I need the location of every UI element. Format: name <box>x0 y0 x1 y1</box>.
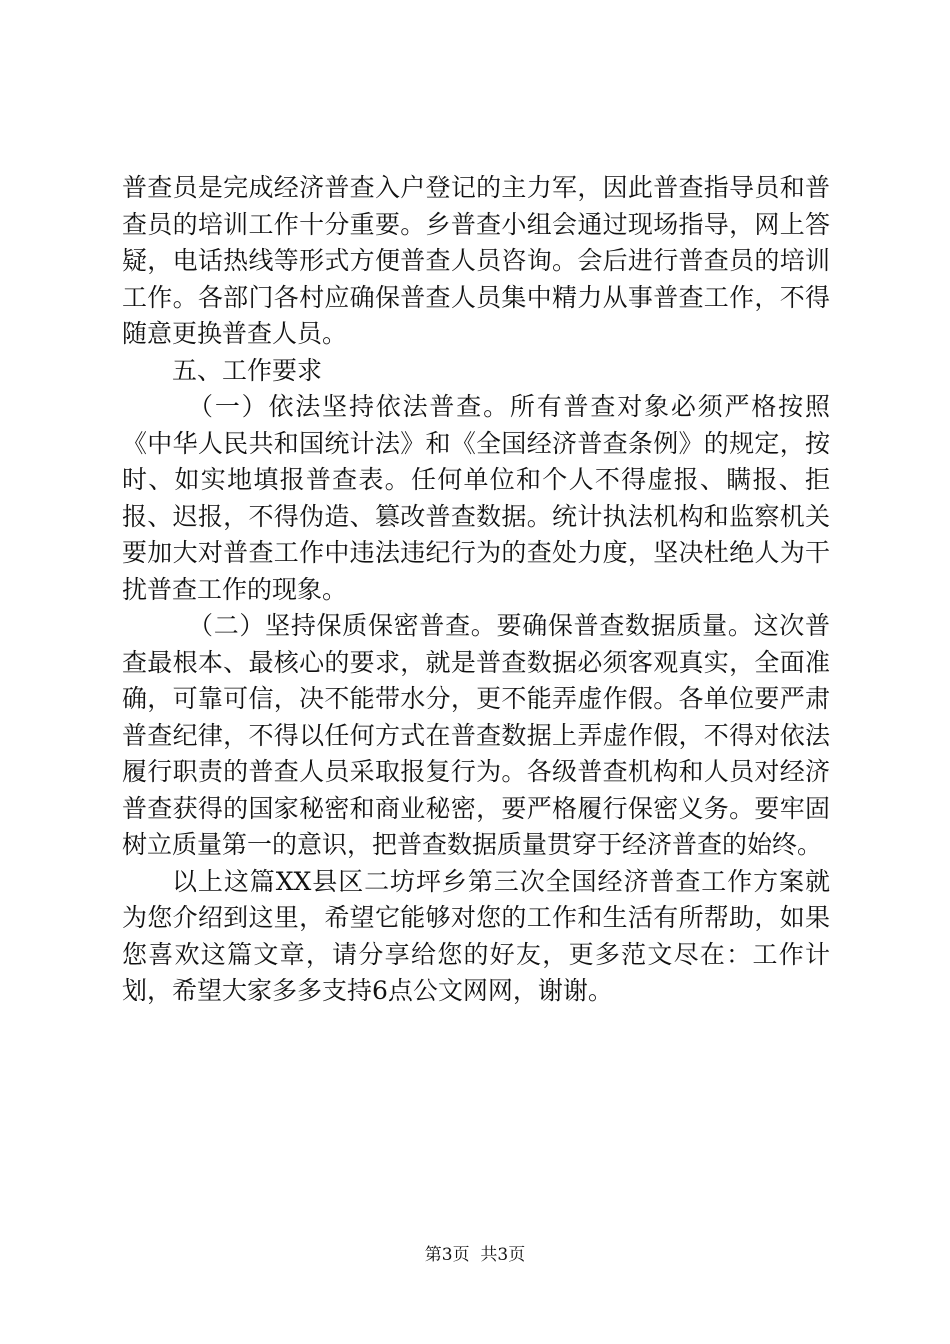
page-number: 第3页 共3页 <box>424 1245 526 1265</box>
section-heading-work-requirements: 五、工作要求 <box>172 355 323 385</box>
paragraph-requirement-1: （一）依法坚持依法普查。所有普查对象必须严格按照《中华人民共和国统计法》和《全国经济普查条例》的规定，按时、如实地填报普查表。任何单位和个人不得虚报、瞒报、拒报、迟报，不得伪造、篡改普查数据。统计执法机构和监察机关要加大对普查工作中违法违纪行为的查处力度，坚决杜绝人为干扰普查工作的现象。 <box>122 392 830 604</box>
paragraph-requirement-2: （二）坚持保质保密普查。要确保普查数据质量。这次普查最根本、最核心的要求，就是普查数据必须客观真实，全面准确，可靠可信，决不能带水分，更不能弄虚作假。各单位要严肃普查纪律，不得以任何方式在普查数据上弄虚作假，不得对依法履行职责的普查人员采取报复行为。各级普查机构和人员对经济普查获得的国家秘密和商业秘密，要严格履行保密义务。要牢固树立质量第一的意识，把普查数据质量贯穿于经济普查的始终。 <box>122 611 830 859</box>
page-footer <box>0 1243 950 1267</box>
paragraph-training: 普查员是完成经济普查入户登记的主力军，因此普查指导员和普查员的培训工作十分重要。乡普查小组会通过现场指导，网上答疑，电话热线等形式方便普查人员咨询。会后进行普查员的培训工作。各部门各村应确保普查人员集中精力从事普查工作，不得随意更换普查人员。 <box>122 173 830 348</box>
paragraph-closing: 以上这篇XX县区二坊坪乡第三次全国经济普查工作方案就为您介绍到这里，希望它能够对您的工作和生活有所帮助，如果您喜欢这篇文章，请分享给您的好友，更多范文尽在：工作计划，希望大家多多支持6点公文网网，谢谢。 <box>122 866 830 1005</box>
document-body <box>122 170 830 1010</box>
